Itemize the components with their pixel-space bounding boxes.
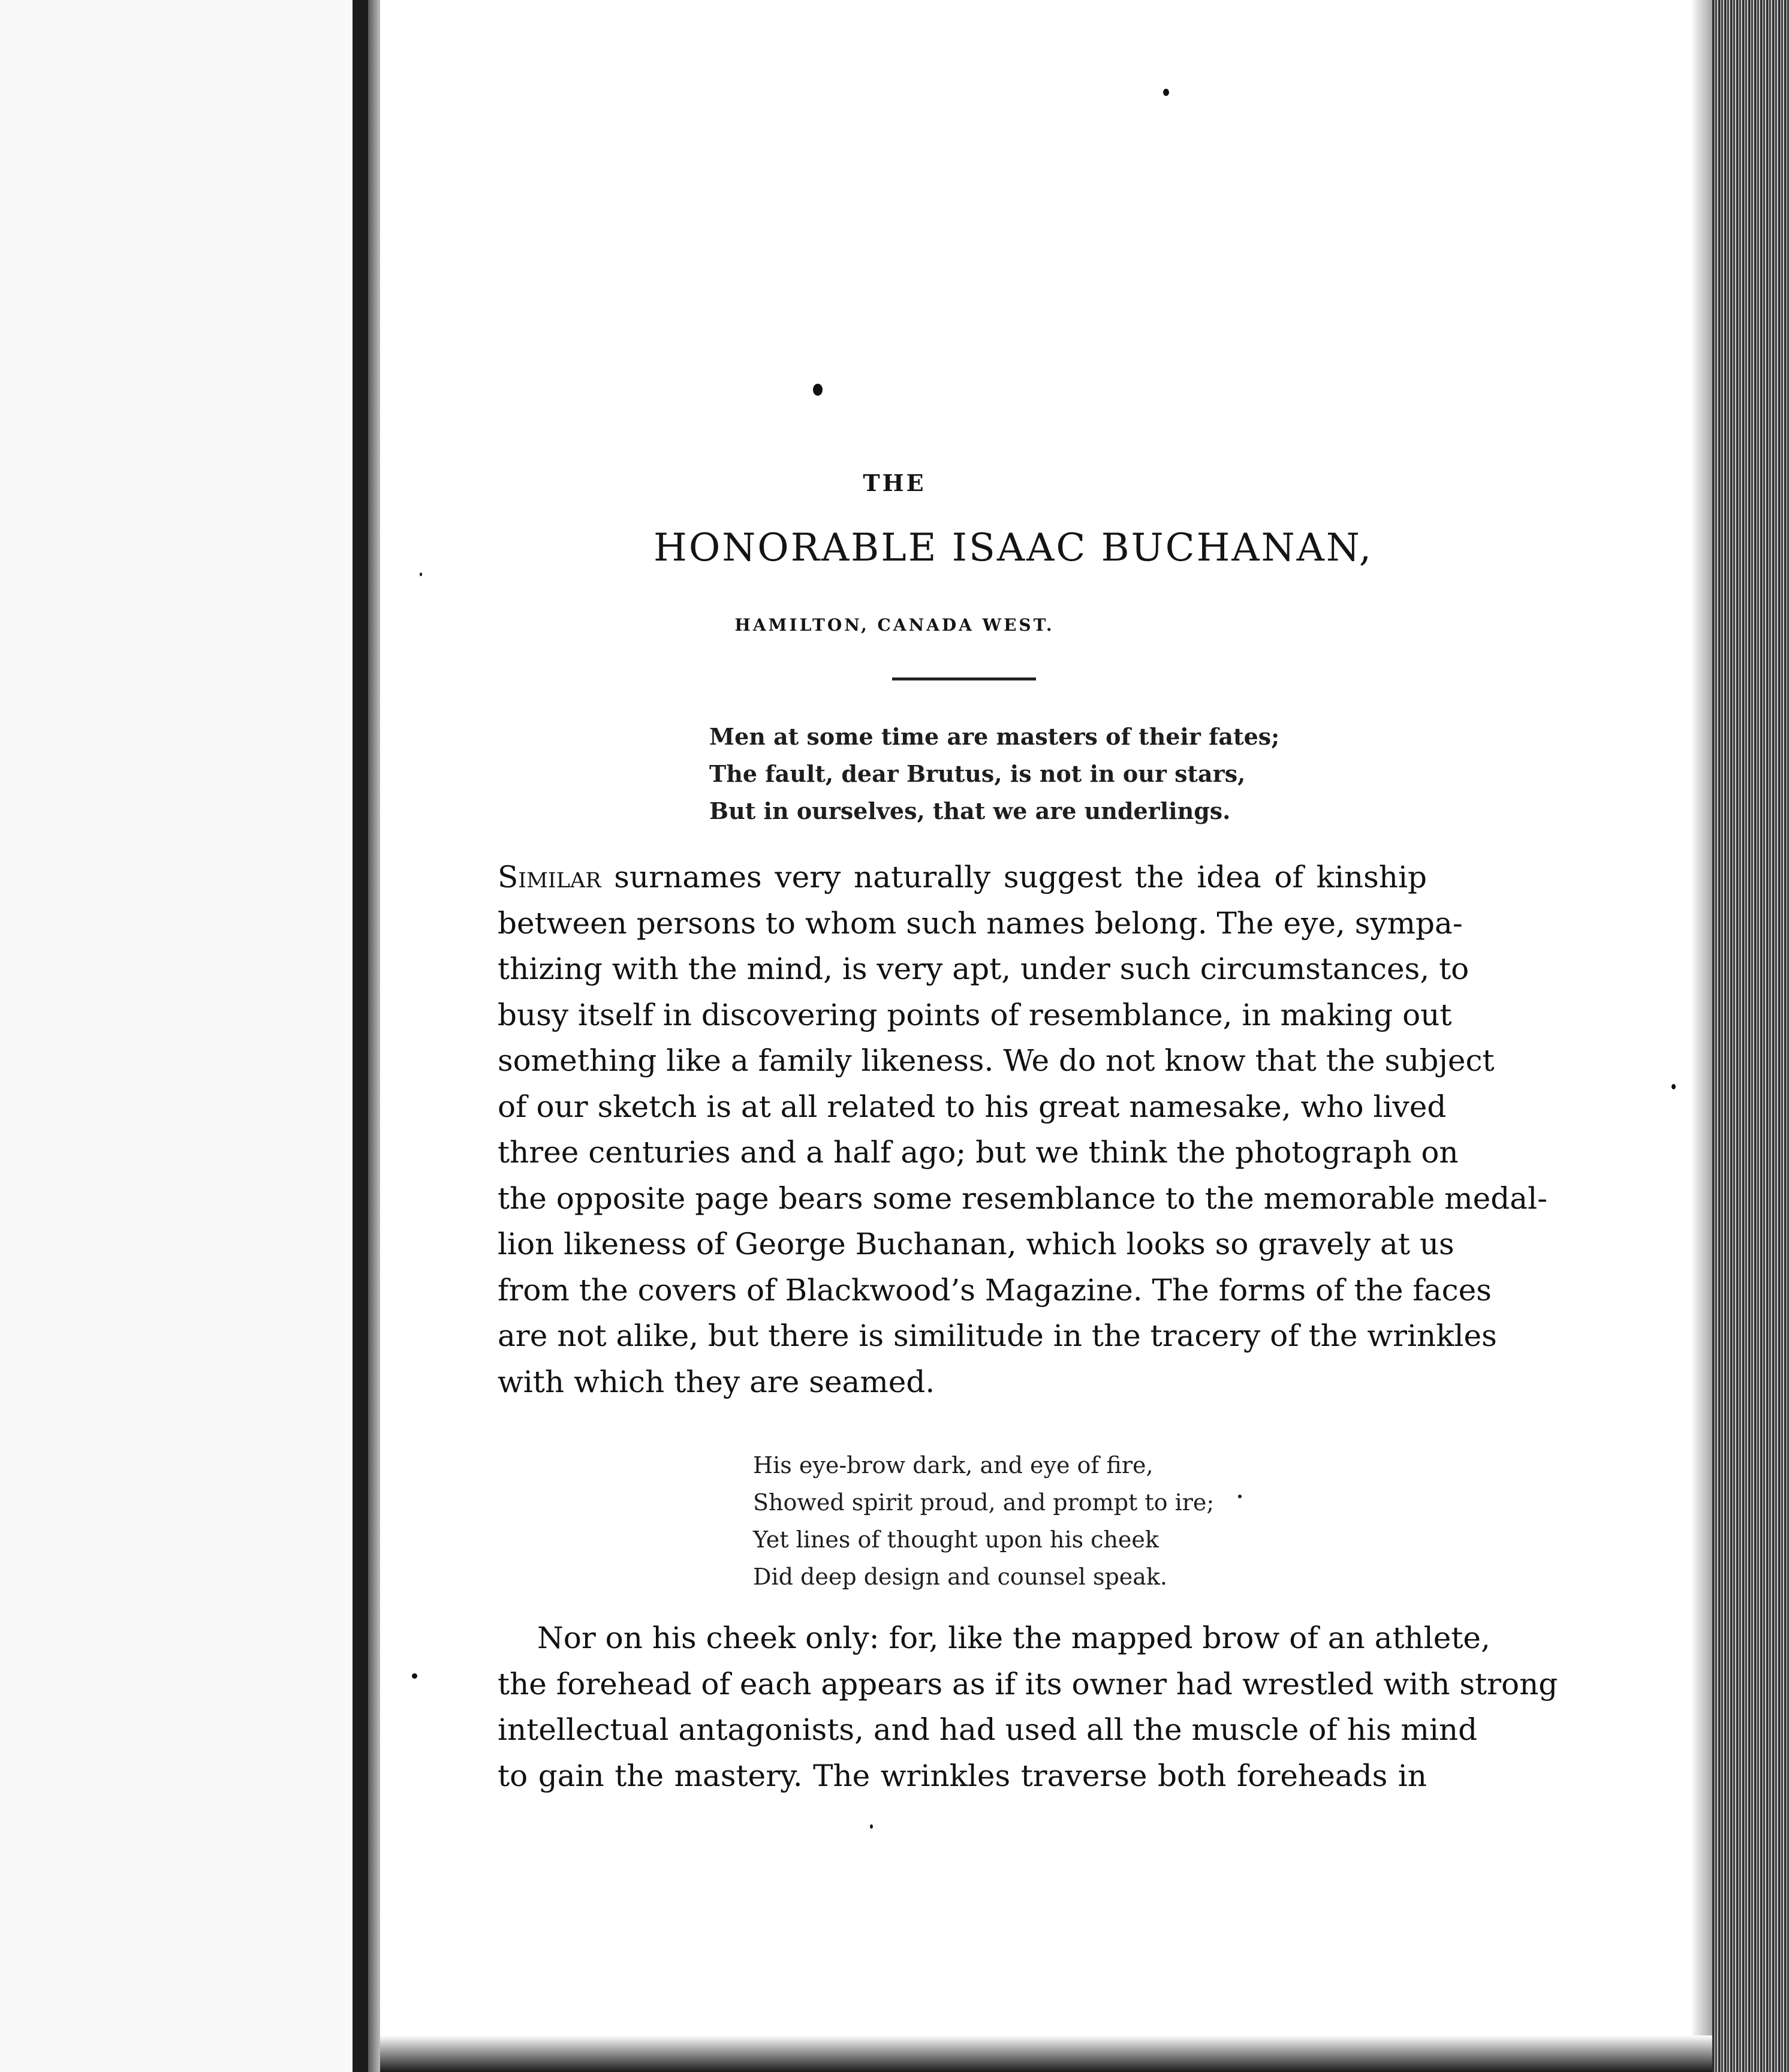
epigraph-line: The fault, dear Brutus, is not in our stars, — [709, 760, 1246, 787]
speck-mark — [412, 1673, 417, 1679]
speck-mark — [420, 573, 422, 576]
paragraph-line: Similar surnames very naturally suggest the idea of kinship — [498, 860, 1427, 895]
paragraph-line: intellectual antagonists, and had used all the muscle of his mind — [498, 1712, 1478, 1747]
page-title: HONORABLE ISAAC BUCHANAN, — [653, 526, 1374, 570]
dropword: Similar — [498, 860, 601, 895]
speck-mark — [1163, 89, 1169, 96]
bottom-shadow — [380, 2035, 1712, 2072]
gutter-shadow — [368, 0, 380, 2072]
paragraph-line: from the covers of Blackwood’s Magazine. The forms of the faces — [498, 1272, 1492, 1308]
speck-mark — [1671, 1084, 1676, 1089]
paragraph-2 — [498, 1615, 1558, 1799]
verse-quote — [753, 1447, 1214, 1595]
paragraph-line: Nor on his cheek only: for, like the mapped brow of an athlete, — [537, 1621, 1490, 1655]
subtitle-location: HAMILTON, CANADA WEST. — [734, 615, 1055, 635]
paragraph-1 — [498, 854, 1547, 1405]
paragraph-line: of our sketch is at all related to his great namesake, who lived — [498, 1089, 1447, 1124]
page-edges — [1712, 0, 1789, 2072]
paragraph-line: busy itself in discovering points of resemblance, in making out — [498, 997, 1452, 1032]
paragraph-line: three centuries and a half ago; but we think the photograph on — [498, 1135, 1459, 1170]
heading-the: THE — [863, 469, 926, 496]
verse-line: Showed spirit proud, and prompt to ire; — [753, 1489, 1215, 1516]
paragraph-line: thizing with the mind, is very apt, under such circumstances, to — [498, 951, 1469, 986]
paragraph-line: to gain the mastery. The wrinkles traverse both foreheads in — [498, 1758, 1427, 1793]
paragraph-line: with which they are seamed. — [498, 1364, 935, 1399]
paragraph-line: the forehead of each appears as if its owner had wrestled with strong — [498, 1666, 1558, 1701]
paragraph-line: are not alike, but there is similitude in the tracery of the wrinkles — [498, 1318, 1497, 1353]
divider-rule — [892, 677, 1036, 680]
verse-line: Did deep design and counsel speak. — [753, 1564, 1168, 1590]
epigraph — [709, 718, 1279, 830]
speck-mark — [870, 1824, 873, 1829]
verse-line: Yet lines of thought upon his cheek — [753, 1526, 1159, 1553]
book-gutter — [353, 0, 368, 2072]
epigraph-line: Men at some time are masters of their fates; — [709, 723, 1280, 750]
speck-mark — [1238, 1495, 1242, 1498]
paragraph-line: something like a family likeness. We do not know that the subject — [498, 1043, 1495, 1078]
paragraph-line: the opposite page bears some resemblance to the memorable medal- — [498, 1180, 1547, 1216]
verse-line: His eye-brow dark, and eye of fire, — [753, 1452, 1153, 1478]
page-edge-shadow — [1691, 0, 1712, 2072]
paragraph-line: lion likeness of George Buchanan, which looks so gravely at us — [498, 1227, 1454, 1261]
epigraph-line: But in ourselves, that we are underlings. — [709, 797, 1231, 824]
left-blank-page — [0, 0, 353, 2072]
paragraph-line: between persons to whom such names belong. The eye, sympa- — [498, 905, 1463, 941]
speck-mark — [813, 384, 823, 396]
